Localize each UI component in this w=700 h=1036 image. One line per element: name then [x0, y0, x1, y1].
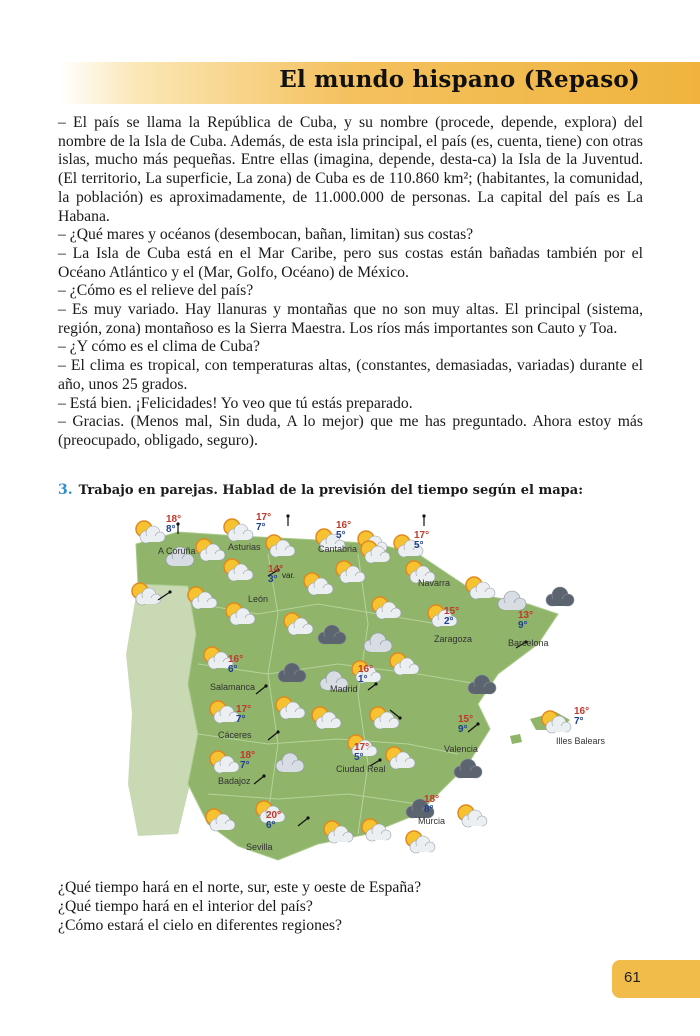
city-label: Navarra	[418, 578, 451, 588]
max-temp: 18°	[166, 514, 182, 525]
temp-note: var.	[282, 571, 295, 580]
city-label: Badajoz	[218, 776, 251, 786]
exercise-heading	[58, 482, 658, 498]
dialog-line: – El país se llama la República de Cuba, y su nombre (procede, depende, explora) del nombre de la Isla de Cuba. Además, de esta isla principal, el país (es, cuenta, tiene) con otras islas, mucho más pequeñas. Entre ellas (imagina, depende, desta-ca) la Isla de la Juventud. (El territorio, La superficie, La zona) de Cuba es de 110.860 km²; (habitantes, la comunidad, la población) es aproximadamente, de 11.000.000 de personas. La capital del país es La Habana.	[58, 114, 643, 225]
question-line: ¿Cómo estará el cielo en diferentes regiones?	[58, 917, 342, 934]
max-temp: 18°	[240, 750, 256, 761]
city-label: Madrid	[330, 684, 358, 694]
city-label: Illes Balears	[556, 736, 606, 746]
exercise-number: 3.	[58, 482, 73, 498]
min-temp: 6°	[228, 664, 238, 675]
page-title: El mundo hispano (Repaso)	[279, 66, 640, 93]
min-temp: 7°	[256, 522, 266, 533]
dialog-line: – ¿Y cómo es el clima de Cuba?	[58, 338, 260, 356]
city-label: León	[248, 594, 269, 604]
exercise-instruction: Trabajo en parejas. Hablad de la previsión del tiempo según el mapa:	[78, 483, 583, 498]
min-temp: 5°	[414, 540, 424, 551]
dialog-line: – Está bien. ¡Felicidades! Yo veo que tú estás preparado.	[58, 394, 413, 412]
min-temp: 3°	[268, 574, 278, 585]
balearic-islands-small	[510, 734, 522, 744]
cloud-icon	[498, 591, 526, 610]
max-temp: 18°	[424, 794, 440, 805]
dialog-line: – Gracias. (Menos mal, Sin duda, A lo mejor) que me has preguntado. Ahora estoy más (preocupado, obligado, seguro).	[58, 413, 643, 449]
portugal-region	[126, 584, 198, 836]
min-temp: 6°	[266, 820, 276, 831]
min-temp: 1°	[358, 674, 368, 685]
min-temp: 5°	[336, 530, 346, 541]
city-label: Sevilla	[246, 842, 273, 852]
min-temp: 9°	[458, 724, 468, 735]
dialog-line: – Es muy variado. Hay llanuras y montañas que no son muy altas. El principal (sistema, región, zona) montañoso es la Sierra Maestra. Los ríos más importantes son Cauto y Toa.	[58, 301, 643, 337]
max-temp: 17°	[354, 742, 370, 753]
city-label: Cantabria	[318, 544, 358, 554]
question-line: ¿Qué tiempo hará en el norte, sur, este y oeste de España?	[58, 879, 422, 896]
max-temp: 16°	[574, 706, 590, 717]
max-temp: 16°	[228, 654, 244, 665]
question-line: ¿Qué tiempo hará en el interior del país?	[58, 898, 313, 915]
city-label: Ciudad Real	[336, 764, 386, 774]
sun-cloud-icon	[542, 711, 571, 733]
min-temp: 2°	[444, 616, 454, 627]
dialog-line: – ¿Cómo es el relieve del país?	[58, 282, 254, 300]
min-temp: 8°	[424, 804, 434, 815]
max-temp: 20°	[266, 810, 282, 821]
max-temp: 16°	[358, 664, 374, 675]
city-label: Murcia	[418, 816, 446, 826]
min-temp: 8°	[166, 524, 176, 535]
city-label: Cáceres	[218, 730, 252, 740]
max-temp: 14°	[268, 564, 284, 575]
min-temp: 7°	[240, 760, 250, 771]
sun-cloud-icon	[224, 519, 253, 541]
max-temp: 15°	[458, 714, 474, 725]
min-temp: 7°	[236, 714, 246, 725]
sun-cloud-icon	[136, 521, 165, 543]
page-number: 61	[624, 969, 641, 986]
max-temp: 17°	[256, 512, 272, 523]
questions	[58, 878, 658, 935]
min-temp: 5°	[354, 752, 364, 763]
dialog-text	[58, 114, 643, 451]
city-label: Zaragoza	[434, 634, 473, 644]
dialog-line: – La Isla de Cuba está en el Mar Caribe, pero sus costas están bañadas también por el Océano Atlántico y el (Mar, Golfo, Océano) de México.	[58, 244, 643, 281]
storm-cloud-icon	[546, 587, 574, 606]
city-label: Salamanca	[210, 682, 256, 692]
min-temp: 7°	[574, 716, 584, 727]
city-label: Asturias	[228, 542, 261, 552]
max-temp: 16°	[336, 520, 352, 531]
sun-cloud-icon	[466, 577, 495, 599]
dialog-line: – El clima es tropical, con temperaturas altas, (constantes, demasiadas, variadas) durante el año, unos 25 grados.	[58, 357, 643, 393]
min-temp: 9°	[518, 620, 528, 631]
city-label: Valencia	[444, 744, 478, 754]
city-label: A Coruña	[158, 546, 196, 556]
weather-map	[118, 512, 606, 864]
max-temp: 13°	[518, 610, 534, 621]
sun-cloud-icon	[406, 831, 435, 853]
max-temp: 17°	[414, 530, 430, 541]
city-label: Barcelona	[508, 638, 549, 648]
max-temp: 15°	[444, 606, 460, 617]
max-temp: 17°	[236, 704, 252, 715]
weather-map-svg	[118, 512, 606, 864]
dialog-line: – ¿Qué mares y océanos (desembocan, bañan, limitan) sus costas?	[58, 226, 474, 244]
sun-cloud-icon	[458, 805, 487, 827]
